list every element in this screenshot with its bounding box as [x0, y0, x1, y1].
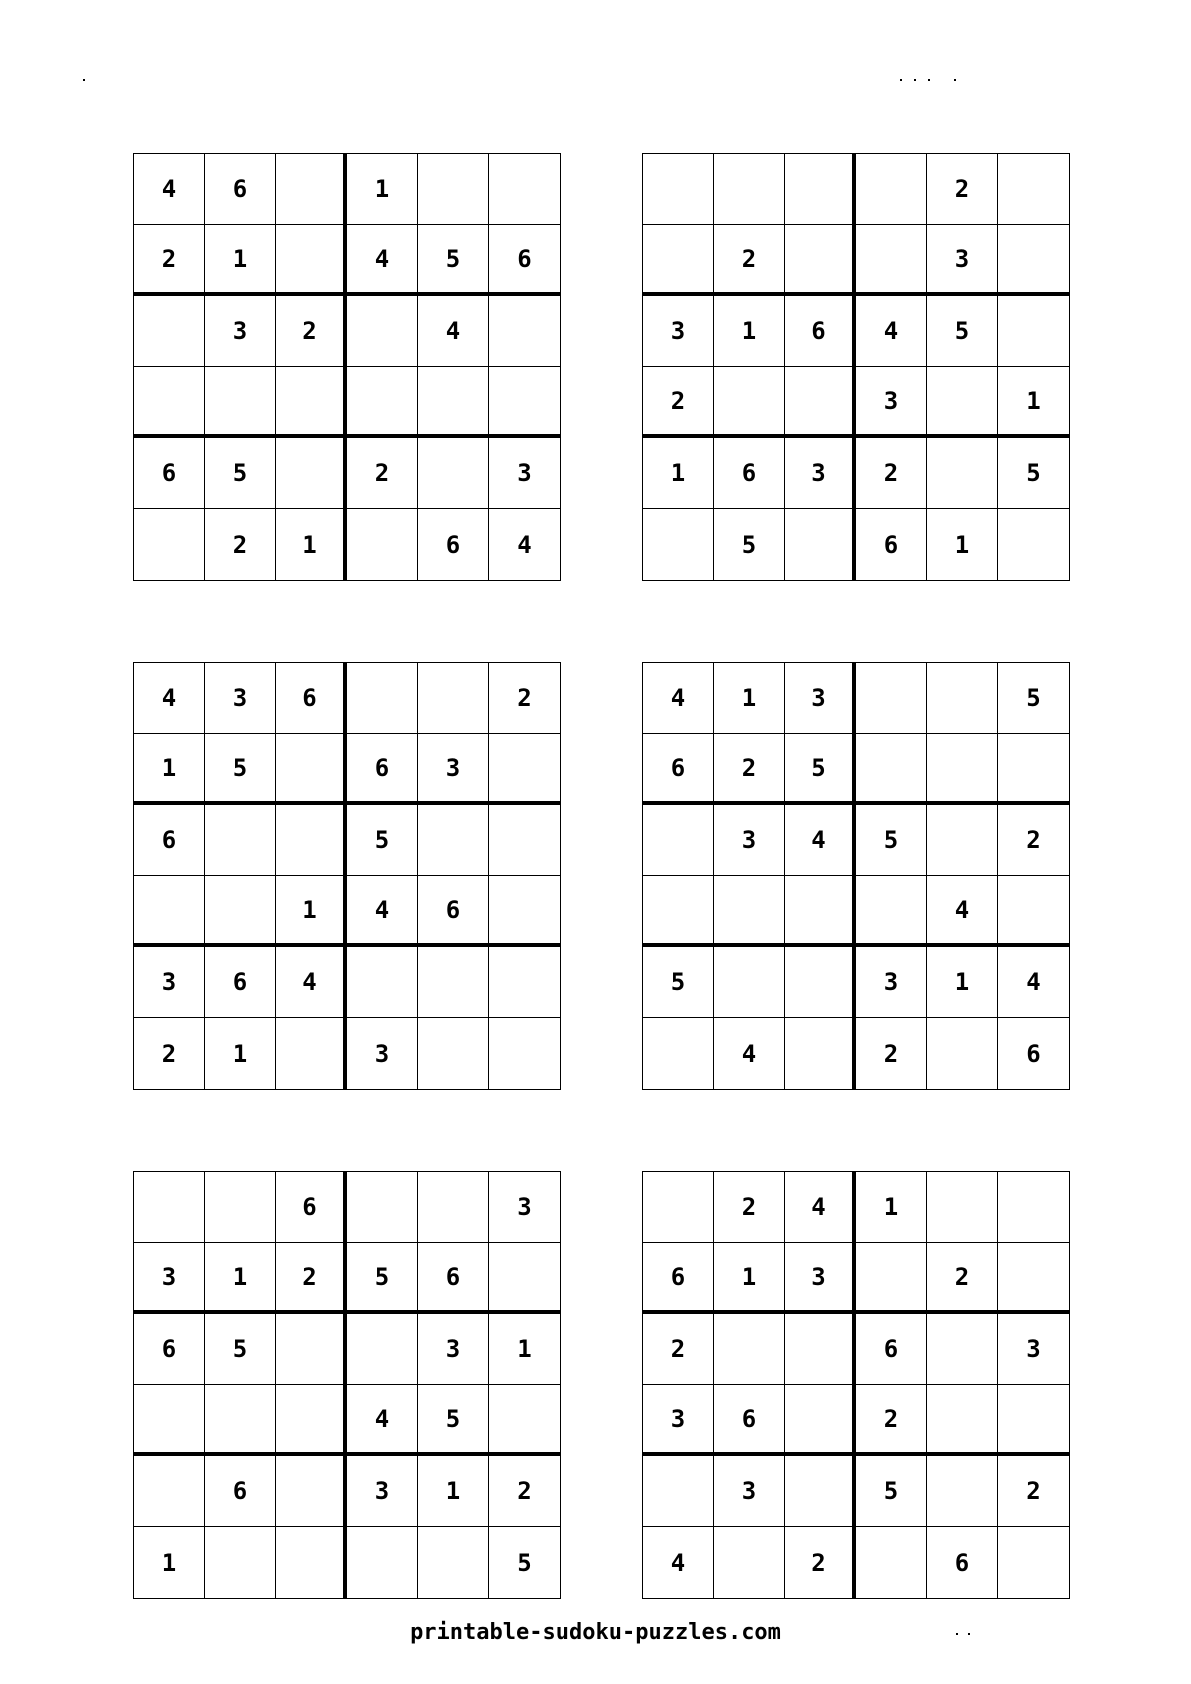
sudoku-cell[interactable] [643, 154, 714, 225]
sudoku-cell[interactable]: 6 [134, 438, 205, 509]
sudoku-cell[interactable] [998, 1527, 1069, 1598]
sudoku-cell[interactable] [276, 1456, 347, 1527]
sudoku-cell[interactable] [418, 154, 489, 225]
sudoku-cell[interactable]: 4 [785, 1172, 856, 1243]
sudoku-cell[interactable]: 4 [856, 296, 927, 367]
sudoku-cell[interactable]: 3 [418, 1314, 489, 1385]
sudoku-cell[interactable] [418, 663, 489, 734]
sudoku-cell[interactable]: 2 [276, 296, 347, 367]
sudoku-cell[interactable] [418, 367, 489, 438]
sudoku-cell[interactable]: 3 [856, 367, 927, 438]
sudoku-cell[interactable] [347, 367, 418, 438]
sudoku-cell[interactable]: 2 [856, 1018, 927, 1089]
sudoku-cell[interactable]: 6 [205, 1456, 276, 1527]
sudoku-cell[interactable]: 3 [714, 1456, 785, 1527]
sudoku-cell[interactable]: 6 [643, 734, 714, 805]
sudoku-cell[interactable] [927, 438, 998, 509]
sudoku-cell[interactable]: 2 [134, 1018, 205, 1089]
sudoku-cell[interactable]: 6 [927, 1527, 998, 1598]
sudoku-cell[interactable]: 3 [489, 1172, 560, 1243]
sudoku-cell[interactable] [418, 805, 489, 876]
sudoku-cell[interactable] [276, 805, 347, 876]
sudoku-cell[interactable] [785, 1018, 856, 1089]
sudoku-cell[interactable]: 6 [347, 734, 418, 805]
sudoku-cell[interactable]: 3 [347, 1018, 418, 1089]
sudoku-cell[interactable] [856, 1527, 927, 1598]
sudoku-cell[interactable]: 6 [205, 947, 276, 1018]
sudoku-cell[interactable] [785, 1456, 856, 1527]
sudoku-cell[interactable]: 3 [134, 1243, 205, 1314]
sudoku-cell[interactable] [347, 1314, 418, 1385]
sudoku-cell[interactable]: 1 [714, 296, 785, 367]
sudoku-cell[interactable]: 3 [489, 438, 560, 509]
sudoku-cell[interactable]: 1 [489, 1314, 560, 1385]
sudoku-cell[interactable]: 3 [643, 1385, 714, 1456]
sudoku-cell[interactable]: 4 [347, 1385, 418, 1456]
sudoku-cell[interactable]: 4 [927, 876, 998, 947]
sudoku-cell[interactable]: 4 [134, 663, 205, 734]
sudoku-cell[interactable]: 5 [856, 1456, 927, 1527]
sudoku-grid-6 [642, 1171, 1070, 1599]
sudoku-cell[interactable] [714, 1527, 785, 1598]
sudoku-cell[interactable]: 1 [927, 947, 998, 1018]
sudoku-cell[interactable] [998, 734, 1069, 805]
sudoku-cell[interactable]: 4 [714, 1018, 785, 1089]
sudoku-cell[interactable] [643, 1018, 714, 1089]
sudoku-cell[interactable]: 4 [517, 530, 532, 559]
sudoku-cell[interactable] [856, 225, 927, 296]
sudoku-cell[interactable] [276, 734, 347, 805]
sudoku-cell[interactable]: 2 [998, 1456, 1069, 1527]
sudoku-cell[interactable] [489, 947, 560, 1018]
sudoku-cell[interactable]: 3 [856, 947, 927, 1018]
sudoku-cell[interactable]: 1 [276, 509, 347, 580]
sudoku-cell[interactable]: 1 [418, 1456, 489, 1527]
sudoku-cell[interactable]: 3 [205, 663, 276, 734]
sudoku-cell[interactable] [927, 805, 998, 876]
sudoku-cell[interactable] [205, 367, 276, 438]
sudoku-cell[interactable]: 1 [927, 509, 998, 580]
sudoku-cell[interactable]: 6 [785, 296, 856, 367]
sudoku-cell[interactable]: 2 [785, 1527, 856, 1598]
sudoku-cell[interactable]: 2 [489, 663, 560, 734]
sudoku-cell[interactable]: 5 [643, 947, 714, 1018]
sudoku-cell[interactable]: 4 [785, 805, 856, 876]
sudoku-cell[interactable] [418, 1527, 489, 1598]
sudoku-cell[interactable]: 3 [643, 296, 714, 367]
sudoku-cell[interactable]: 6 [134, 1314, 205, 1385]
sudoku-cell[interactable] [134, 509, 205, 580]
sudoku-cell[interactable]: 2 [205, 509, 276, 580]
sudoku-cell[interactable]: 1 [134, 1527, 205, 1598]
sudoku-cell[interactable] [205, 1385, 276, 1456]
sudoku-cell[interactable]: 4 [347, 225, 418, 296]
sudoku-cell[interactable]: 5 [347, 1243, 418, 1314]
sudoku-cell[interactable] [489, 1243, 560, 1314]
sudoku-cell[interactable]: 6 [134, 805, 205, 876]
sudoku-cell[interactable]: 5 [856, 805, 927, 876]
sudoku-cell[interactable]: 5 [347, 805, 418, 876]
sudoku-cell[interactable]: 4 [347, 876, 418, 947]
sudoku-cell[interactable] [714, 1314, 785, 1385]
sudoku-cell[interactable]: 1 [714, 1243, 785, 1314]
sudoku-cell[interactable]: 6 [205, 154, 276, 225]
sudoku-cell[interactable] [643, 1172, 714, 1243]
sudoku-cell[interactable] [134, 1172, 205, 1243]
sudoku-cell[interactable] [856, 734, 927, 805]
sudoku-cell[interactable]: 6 [276, 663, 347, 734]
sudoku-cell[interactable] [489, 734, 560, 805]
sudoku-cell[interactable] [134, 367, 205, 438]
sudoku-cell[interactable]: 2 [489, 1456, 560, 1527]
sudoku-cell[interactable] [714, 947, 785, 1018]
sudoku-cell[interactable]: 2 [927, 1243, 998, 1314]
site-footer: printable-sudoku-puzzles.com [410, 1620, 781, 1645]
sudoku-cell[interactable] [418, 1172, 489, 1243]
sudoku-cell[interactable] [205, 1172, 276, 1243]
sudoku-cell[interactable] [643, 509, 714, 580]
sudoku-cell[interactable] [276, 1527, 347, 1598]
sudoku-cell[interactable] [489, 367, 560, 438]
sudoku-cell[interactable]: 3 [714, 805, 785, 876]
sudoku-cell[interactable]: 4 [276, 947, 347, 1018]
sudoku-cell[interactable]: 1 [205, 225, 276, 296]
sudoku-cell[interactable] [134, 876, 205, 947]
sudoku-cell[interactable] [205, 805, 276, 876]
sudoku-cell[interactable] [856, 663, 927, 734]
sudoku-cell[interactable] [998, 1243, 1069, 1314]
sudoku-cell[interactable]: 6 [714, 1385, 785, 1456]
sudoku-cell[interactable]: 4 [998, 947, 1069, 1018]
sudoku-cell[interactable] [785, 1314, 856, 1385]
sudoku-cell[interactable]: 6 [1026, 1039, 1041, 1068]
sudoku-cell[interactable] [489, 296, 560, 367]
sudoku-cell[interactable]: 2 [714, 1172, 785, 1243]
sudoku-cell[interactable]: 3 [347, 1456, 418, 1527]
sudoku-grid-5 [133, 1171, 561, 1599]
sudoku-cell[interactable]: 1 [998, 367, 1069, 438]
sudoku-cell[interactable] [927, 734, 998, 805]
sudoku-cell[interactable]: 3 [927, 225, 998, 296]
sudoku-cell[interactable]: 6 [418, 876, 489, 947]
sudoku-cell[interactable]: 3 [785, 663, 856, 734]
sudoku-cell[interactable]: 2 [714, 225, 785, 296]
sudoku-cell[interactable] [856, 154, 927, 225]
sudoku-cell[interactable]: 1 [856, 1172, 927, 1243]
sudoku-cell[interactable]: 5 [785, 734, 856, 805]
sudoku-cell[interactable] [998, 876, 1069, 947]
sudoku-cell[interactable] [489, 1018, 560, 1089]
sudoku-cell[interactable] [134, 1385, 205, 1456]
sudoku-cell[interactable]: 2 [643, 1314, 714, 1385]
sudoku-cell[interactable] [643, 805, 714, 876]
sudoku-cell[interactable] [785, 947, 856, 1018]
sudoku-grid-4 [642, 662, 1070, 1090]
sudoku-cell[interactable]: 3 [785, 1243, 856, 1314]
sudoku-cell[interactable] [927, 1456, 998, 1527]
sudoku-cell[interactable] [418, 438, 489, 509]
sudoku-cell[interactable]: 6 [418, 509, 489, 580]
sudoku-cell[interactable] [856, 876, 927, 947]
sudoku-cell[interactable]: 6 [856, 1314, 927, 1385]
sudoku-cell[interactable] [276, 225, 347, 296]
sudoku-cell[interactable] [643, 1456, 714, 1527]
sudoku-cell[interactable] [927, 1018, 998, 1089]
sudoku-cell[interactable] [347, 1172, 418, 1243]
sudoku-cell[interactable] [998, 154, 1069, 225]
sudoku-cell[interactable] [785, 1385, 856, 1456]
sudoku-cell[interactable]: 3 [134, 947, 205, 1018]
sudoku-cell[interactable] [785, 367, 856, 438]
sudoku-cell[interactable] [785, 876, 856, 947]
sudoku-cell[interactable] [785, 225, 856, 296]
sudoku-cell[interactable]: 5 [205, 438, 276, 509]
speck [83, 79, 85, 81]
sudoku-cell[interactable] [927, 1385, 998, 1456]
sudoku-cell[interactable]: 1 [134, 734, 205, 805]
sudoku-cell[interactable] [489, 876, 560, 947]
sudoku-cell[interactable]: 3 [418, 734, 489, 805]
sudoku-cell[interactable]: 1 [205, 1243, 276, 1314]
speck [900, 79, 902, 81]
sudoku-cell[interactable]: 2 [276, 1243, 347, 1314]
sudoku-cell[interactable] [276, 1314, 347, 1385]
sudoku-cell[interactable]: 5 [517, 1548, 532, 1577]
sudoku-cell[interactable]: 5 [998, 438, 1069, 509]
sudoku-cell[interactable]: 3 [998, 1314, 1069, 1385]
sudoku-cell[interactable]: 6 [276, 1172, 347, 1243]
sudoku-cell[interactable] [205, 876, 276, 947]
sudoku-cell[interactable]: 2 [927, 154, 998, 225]
sudoku-cell[interactable] [347, 509, 418, 580]
sudoku-cell[interactable] [998, 1385, 1069, 1456]
sudoku-cell[interactable] [347, 296, 418, 367]
sudoku-cell[interactable] [998, 1172, 1069, 1243]
sudoku-cell[interactable]: 2 [134, 225, 205, 296]
sudoku-cell[interactable]: 1 [714, 663, 785, 734]
sudoku-cell[interactable]: 2 [714, 734, 785, 805]
sudoku-cell[interactable] [714, 876, 785, 947]
sudoku-cell[interactable]: 1 [205, 1018, 276, 1089]
speck [928, 79, 930, 81]
speck [954, 79, 956, 81]
sudoku-cell[interactable]: 5 [418, 225, 489, 296]
sudoku-cell[interactable] [714, 154, 785, 225]
sudoku-cell[interactable] [276, 438, 347, 509]
sudoku-cell[interactable] [785, 154, 856, 225]
sudoku-cell[interactable]: 6 [643, 1243, 714, 1314]
sudoku-cell[interactable]: 6 [489, 225, 560, 296]
sudoku-cell[interactable] [347, 1527, 418, 1598]
sudoku-cell[interactable]: 1 [643, 438, 714, 509]
sudoku-cell[interactable] [643, 876, 714, 947]
sudoku-cell[interactable] [714, 367, 785, 438]
sudoku-cell[interactable] [489, 805, 560, 876]
sudoku-cell[interactable] [927, 663, 998, 734]
sudoku-cell[interactable] [927, 1314, 998, 1385]
sudoku-cell[interactable] [276, 154, 347, 225]
sudoku-cell[interactable] [643, 225, 714, 296]
sudoku-cell[interactable] [276, 1018, 347, 1089]
sudoku-cell[interactable] [276, 367, 347, 438]
sudoku-cell[interactable] [998, 225, 1069, 296]
sudoku-cell[interactable] [205, 1527, 276, 1598]
sudoku-cell[interactable]: 6 [856, 509, 927, 580]
sudoku-cell[interactable]: 4 [418, 296, 489, 367]
sudoku-grid-3 [133, 662, 561, 1090]
sudoku-cell[interactable] [134, 1456, 205, 1527]
sudoku-grid-2 [642, 153, 1070, 581]
sudoku-cell[interactable] [489, 154, 560, 225]
sudoku-cell[interactable]: 6 [418, 1243, 489, 1314]
sudoku-cell[interactable] [856, 1243, 927, 1314]
sudoku-cell[interactable]: 2 [347, 438, 418, 509]
sudoku-cell[interactable]: 2 [856, 1385, 927, 1456]
sudoku-cell[interactable] [998, 296, 1069, 367]
sudoku-cell[interactable]: 2 [998, 805, 1069, 876]
sudoku-cell[interactable]: 1 [276, 876, 347, 947]
sudoku-cell[interactable]: 5 [418, 1385, 489, 1456]
sudoku-cell[interactable] [134, 296, 205, 367]
sudoku-cell[interactable]: 5 [714, 509, 785, 580]
sudoku-cell[interactable]: 3 [205, 296, 276, 367]
sudoku-cell[interactable] [785, 509, 856, 580]
sudoku-cell[interactable]: 2 [856, 438, 927, 509]
sudoku-cell[interactable] [418, 1018, 489, 1089]
sudoku-cell[interactable] [489, 1385, 560, 1456]
sudoku-cell[interactable]: 5 [205, 734, 276, 805]
sudoku-cell[interactable] [418, 947, 489, 1018]
sudoku-cell[interactable] [347, 947, 418, 1018]
sudoku-cell[interactable]: 3 [785, 438, 856, 509]
sudoku-cell[interactable]: 5 [205, 1314, 276, 1385]
speck [914, 79, 916, 81]
sudoku-cell[interactable]: 4 [134, 154, 205, 225]
sudoku-cell[interactable] [347, 663, 418, 734]
sudoku-cell[interactable]: 6 [714, 438, 785, 509]
sudoku-cell[interactable]: 2 [643, 367, 714, 438]
sudoku-cell[interactable]: 1 [347, 154, 418, 225]
sudoku-cell[interactable]: 5 [998, 663, 1069, 734]
sudoku-cell[interactable] [276, 1385, 347, 1456]
sudoku-cell[interactable]: 4 [643, 663, 714, 734]
sudoku-cell[interactable] [927, 367, 998, 438]
sudoku-grid-1 [133, 153, 561, 581]
sudoku-cell[interactable]: 4 [643, 1527, 714, 1598]
sudoku-cell[interactable]: 5 [927, 296, 998, 367]
sudoku-cell[interactable] [927, 1172, 998, 1243]
sudoku-cell[interactable] [998, 509, 1069, 580]
